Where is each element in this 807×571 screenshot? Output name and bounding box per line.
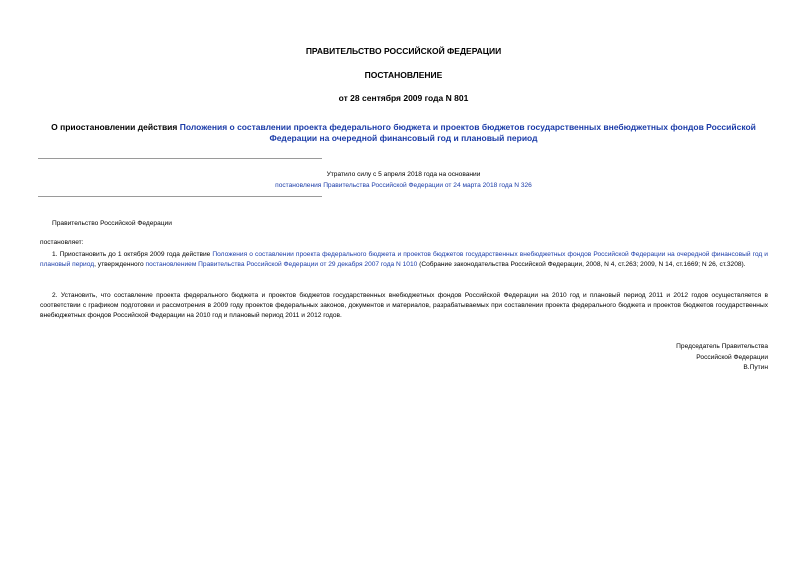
signature-name: В.Путин <box>743 364 768 371</box>
signature-org: Российской Федерации <box>696 353 768 361</box>
government-heading: ПРАВИТЕЛЬСТВО РОССИЙСКОЙ ФЕДЕРАЦИИ <box>305 46 502 56</box>
decides-text: постановляет: <box>40 239 84 246</box>
document-date-number: от 28 сентября 2009 года N 801 <box>338 93 469 103</box>
p1-mid: , утвержденного <box>94 261 146 268</box>
issuer-text: Правительство Российской Федерации <box>52 220 172 227</box>
document-title <box>40 122 767 144</box>
title-prefix: О приостановлении действия <box>51 122 180 132</box>
p1-end: (Собрание законодательства Российской Федерации, 2008, N 4, ст.263; 2009, N 14, ст.1669; N 26, ст.3208). <box>417 261 746 268</box>
status-note <box>40 169 767 191</box>
divider-bottom <box>38 196 322 197</box>
signature-block <box>676 342 768 374</box>
p1-start: 1. Приостановить до 1 октября 2009 года действие <box>52 251 213 258</box>
document-type: ПОСТАНОВЛЕНИЕ <box>364 70 443 80</box>
status-line: Утратило силу с 5 апреля 2018 года на основании <box>326 171 481 178</box>
paragraph-2: 2. Установить, что составление проекта федерального бюджета и проектов бюджетов государственных внебюджетных фондов Российской Федерации на 2010 год и плановый период 2011 и 2012 годов осуществляется в соответствии с графиком подготовки и рассмотрения в 2009 году проектов федеральных законов, документов и материалов, разрабатываемых при составлении проекта федерального бюджета и проектов бюджетов государственных внебюджетных фондов Российской Федерации на 2010 год и плановый период 2011 и 2012 годов. <box>40 292 768 319</box>
p1-decree-link[interactable]: постановлением Правительства Российской Федерации от 29 декабря 2007 года N 1010 <box>145 261 418 268</box>
p1-regulation-link[interactable]: Положения о составлении проекта федерального бюджета и проектов бюджетов государственных внебюджетных фондов Российской Федерации на очередной финансовый год и плановый период <box>40 251 768 268</box>
status-decree-link[interactable]: постановления Правительства Российской Федерации от 24 марта 2018 года N 326 <box>275 182 532 189</box>
divider-top <box>38 158 322 159</box>
paragraph-1 <box>40 250 768 270</box>
title-regulation-link[interactable]: Положения о составлении проекта федерального бюджета и проектов бюджетов государственных внебюджетных фондов Российской Федерации на очередной финансовый год и плановый период <box>179 122 756 143</box>
signature-title: Председатель Правительства <box>676 343 768 350</box>
